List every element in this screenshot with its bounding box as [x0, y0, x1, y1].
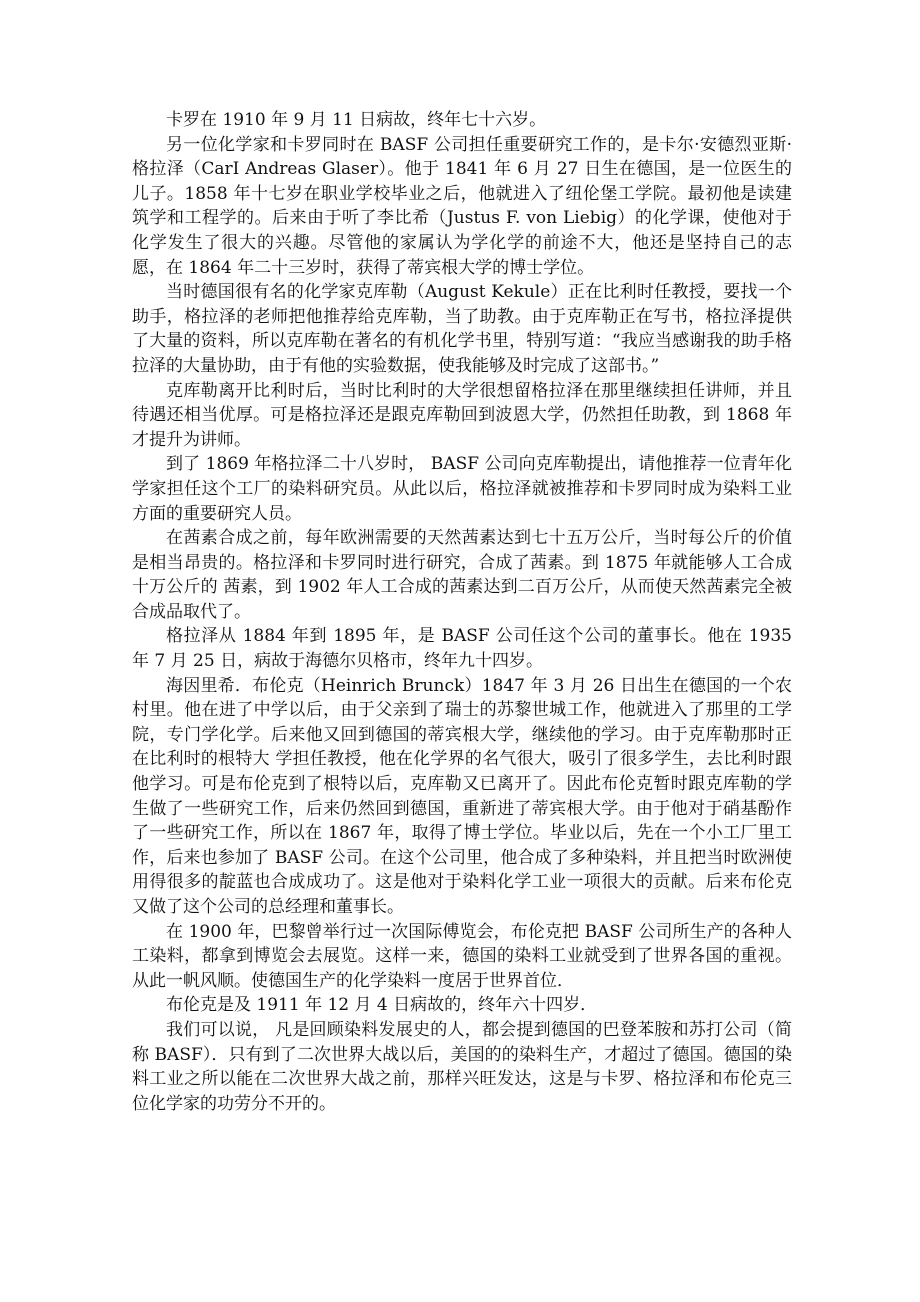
paragraph-caro-death: 卡罗在 1910 年 9 月 11 日病故，终年七十六岁。: [166, 110, 547, 130]
paragraph-brunck-death: 布伦克是及 1911 年 12 月 4 日病故的，终年六十四岁．: [166, 995, 598, 1016]
paragraph-glaser-intro: 另一位化学家和卡罗同时在 BASF 公司担任重要研究工作的，是卡尔·安德烈亚斯·格拉泽（CarI Andreas Glaser）。他于 1841 年 6 月 27 日生在德国，是一位医生的儿子。1858 年十七岁在职业学校毕业之后，他就进入了纽伦堡工学院。最初他是读建筑学和工程学的。后来由于听了李比希（Justus F. von Liebig）的化学课，使他对于化学发生了很大的兴趣。尽管他的家属认为学化学的前途不大，他还是坚持自己的志愿，在 1864 年二十三岁时，获得了蒂宾根大学的博士学位。: [132, 134, 792, 278]
paragraph-bonn-lecturer: 克库勒离开比利时后，当时比利时的大学很想留格拉泽在那里继续担任讲师，并且待遇还相当优厚。可是格拉泽还是跟克库勒回到波恩大学，仍然担任助教，到 1868 年才提升为讲师。: [132, 380, 792, 450]
paragraph-paris-exposition: 在 1900 年，巴黎曾举行过一次国际傅览会，布伦克把 BASF 公司所生产的各种人工染料，都拿到博览会去展览。这样一来，德国的染料工业就受到了世界各国的重视。从此一帆风顺。使德国生产的化学染料一度居于世界首位．: [132, 921, 792, 991]
paragraph-basf-researcher: 到了 1869 年格拉泽二十八岁时， BASF 公司向克库勒提出，请他推荐一位青年化学家担任这个工厂的染料研究员。从此以后，格拉泽就被推荐和卡罗同时成为染料工业方面的重要研究人员。: [132, 454, 792, 524]
document-body: [132, 108, 792, 1116]
paragraph-brunck-biography: 海因里希．布伦克（Heinrich Brunck）1847 年 3 月 26 日出生在德国的一个农村里。他在进了中学以后，由于父亲到了瑞士的苏黎世城工作，他就进入了那里的工学院，专门学化学。后来他又回到德国的蒂宾根大学，继续他的学习。由于克库勒那时正在比利时的根特大 学担任教授，他在化学界的名气很大，吸引了很多学生，去比利时跟他学习。可是布伦克到了根特以后，克库勒又已离开了。因此布伦克暂时跟克库勒的学生做了一些研究工作，后来仍然回到德国，重新进了蒂宾根大学。由于他对于硝基酚作了一些研究工作，所以在 1867 年，取得了博士学位。毕业以后，先在一个小工厂里工作，后来也参加了 BASF 公司。在这个公司里，他合成了多种染料，并且把当时欧洲使用得很多的靛蓝也合成成功了。这是他对于染料化学工业一项很大的贡献。后来布伦克又做了这个公司的总经理和董事长。: [132, 675, 792, 917]
paragraph-glaser-chairman: 格拉泽从 1884 年到 1895 年，是 BASF 公司任这个公司的董事长。他在 1935 年 7 月 25 日，病故于海德尔贝格市，终年九十四岁。: [132, 626, 792, 672]
paragraph-alizarin-synthesis: 在茜素合成之前，每年欧洲需要的天然茜素达到七十五万公斤，当时每公斤的价值是相当昂贵的。格拉泽和卡罗同时进行研究，合成了茜素。到 1875 年就能够人工合成十万公斤的 茜素，到 1902 年人工合成的茜素达到二百万公斤，从而使天然茜素完全被合成品取代了。: [132, 528, 792, 622]
paragraph-kekule-assistant: 当时德国很有名的化学家克库勒（August Kekule）正在比利时任教授，要找一个助手，格拉泽的老师把他推荐给克库勒，当了助教。由于克库勒正在写书，格拉泽提供了大量的资料，所以克库勒在著名的有机化学书里，特别写道：“我应当感谢我的助手格拉泽的大量协助，由于有他的实验数据，使我能够及时完成了这部书。”: [132, 282, 792, 376]
paragraph-conclusion: 我们可以说， 凡是回顾染料发展史的人，都会提到德国的巴登苯胺和苏打公司（简称 BASF）．只有到了二次世界大战以后，美国的的染料生产，才超过了德国。德国的染料工业之所以能在二次世界大战之前，那样兴旺发达，这是与卡罗、格拉泽和布伦克三位化学家的功劳分不开的。: [132, 1019, 792, 1114]
